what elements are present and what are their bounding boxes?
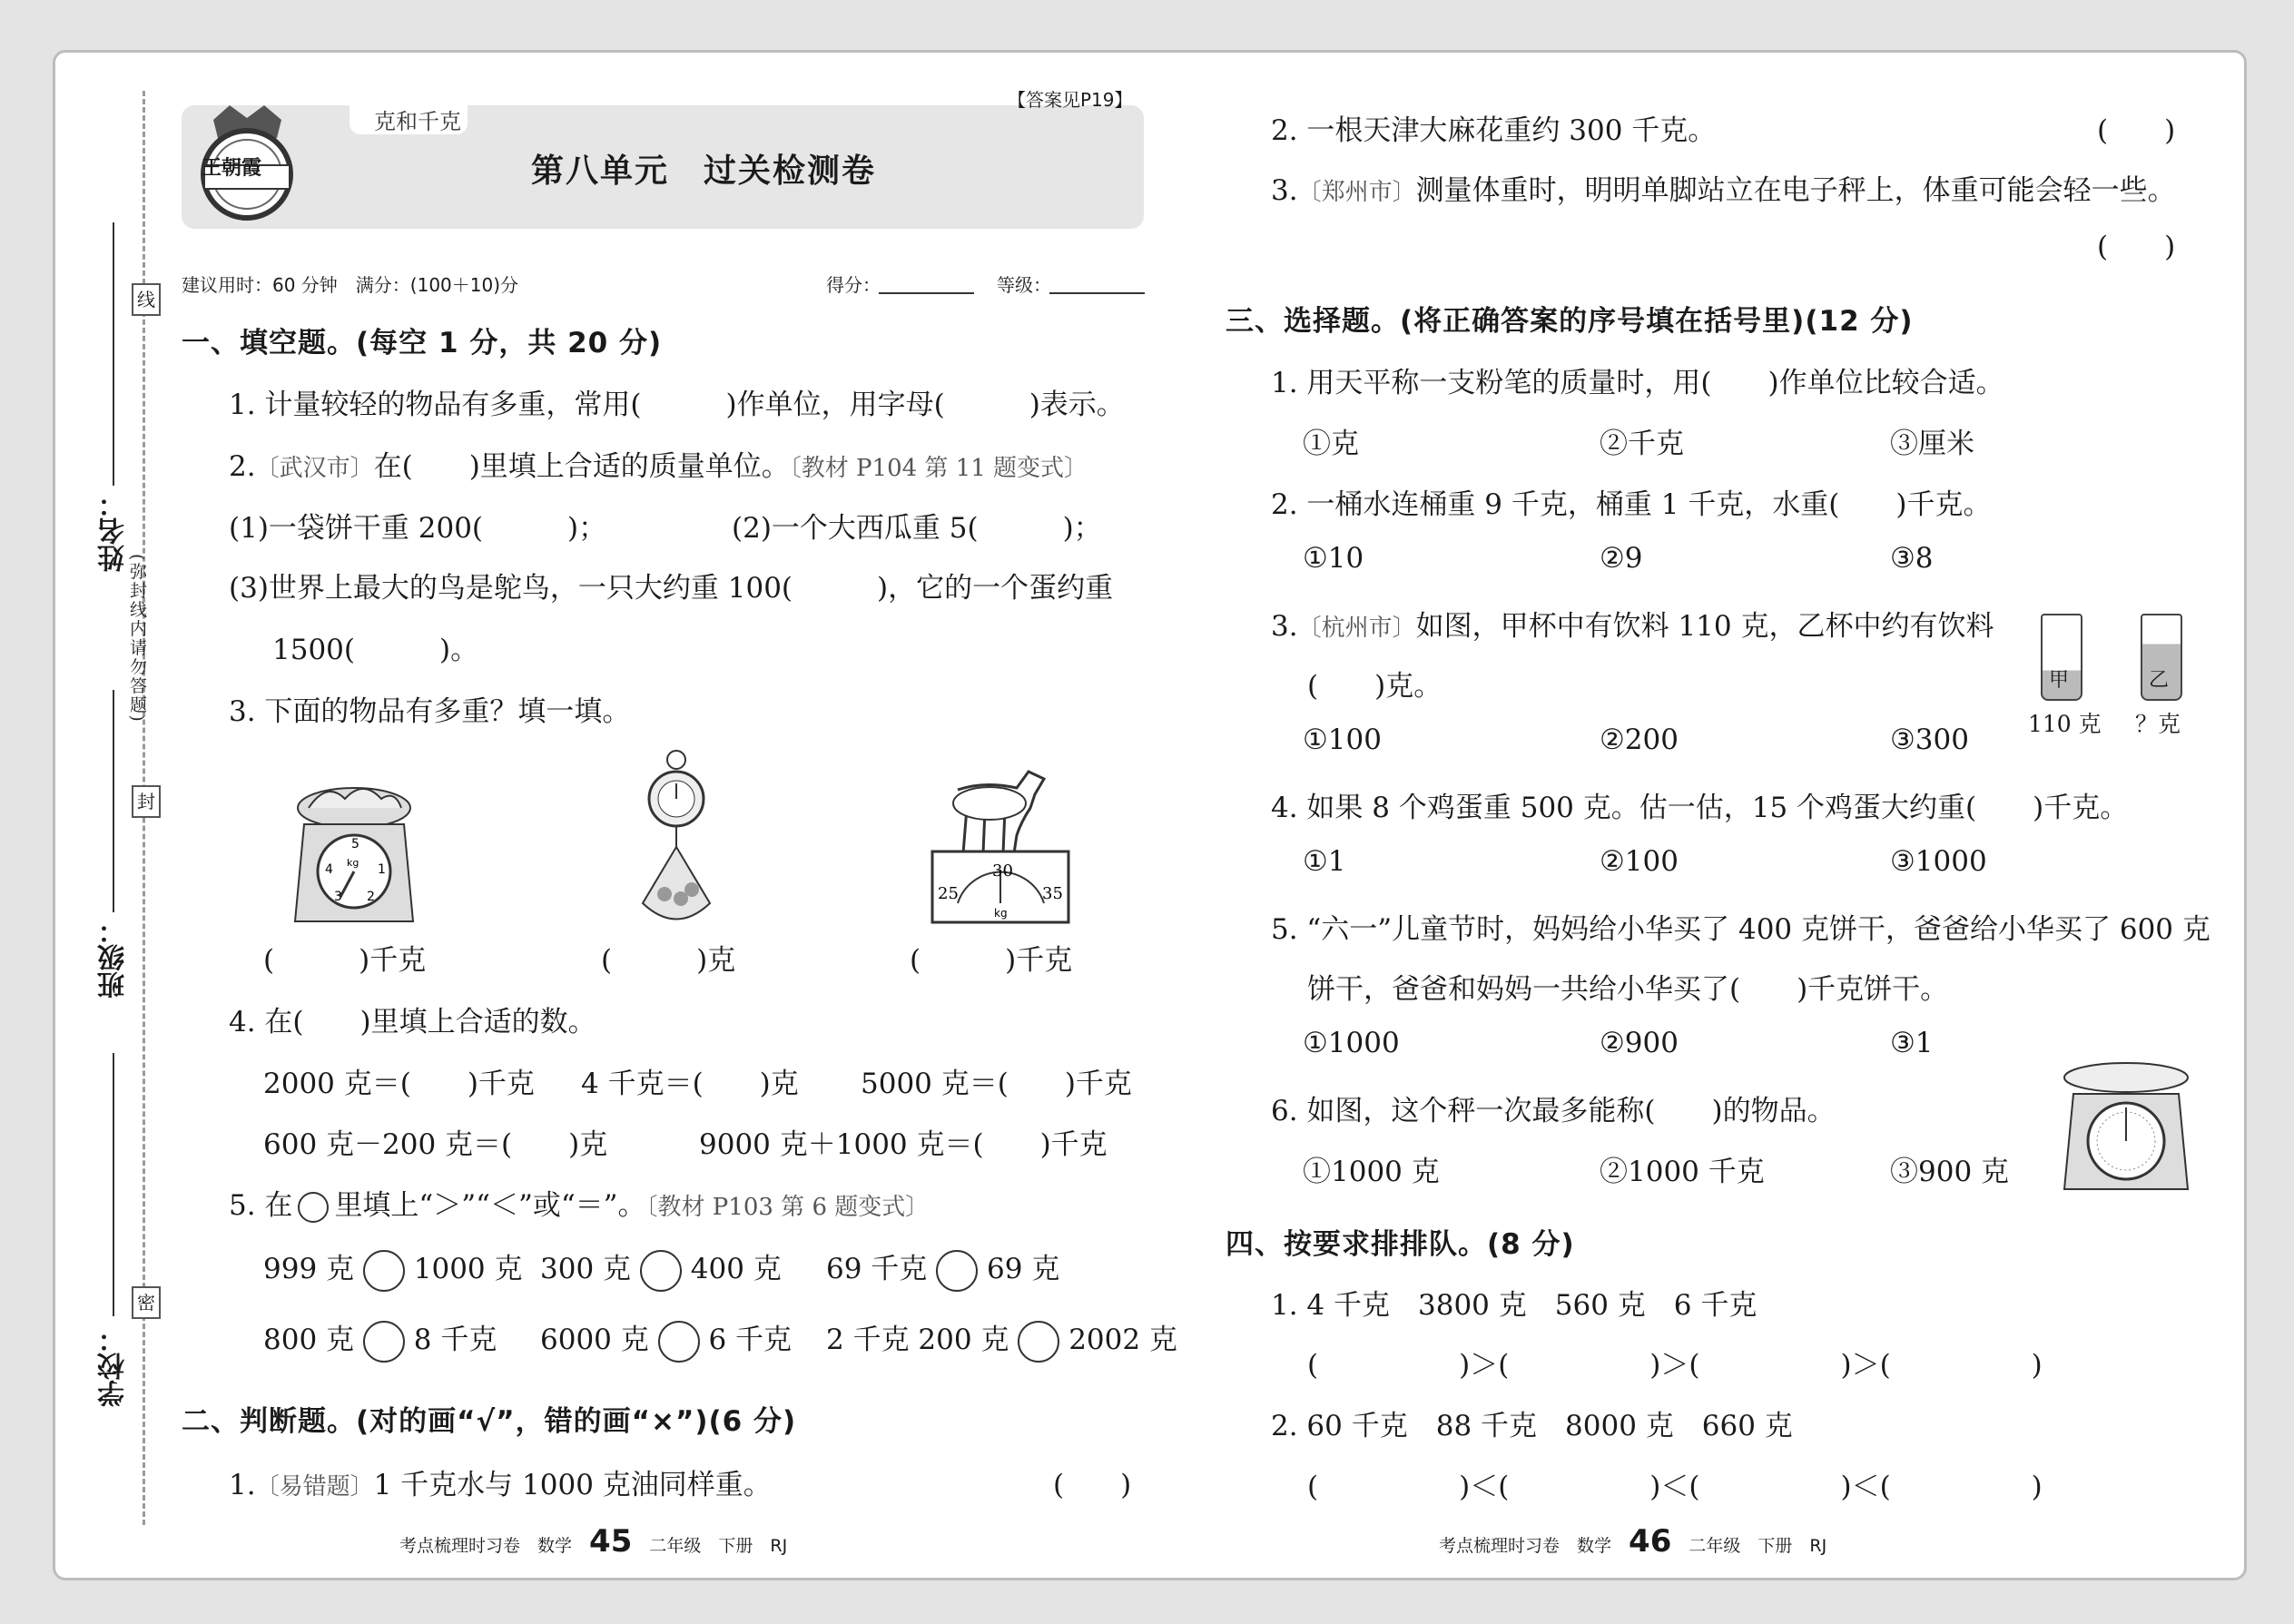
s3-q5: 5. “六一”儿童节时，妈妈给小华买了 400 克饼干，爸爸给小华买了 600 克 — [1271, 913, 2210, 946]
s3-q3-opt2: ②200 — [1600, 723, 1679, 756]
grade-label: 等级： — [997, 274, 1051, 296]
s3-q5-opt1: ①1000 — [1303, 1027, 1400, 1059]
scale3-30: 30 — [992, 861, 1013, 881]
cup-a-label: 110 克 — [2028, 711, 2102, 737]
compare-circle[interactable] — [936, 1250, 978, 1292]
section-1-heading: 一、填空题。(每空 1 分，共 20 分) — [182, 327, 663, 359]
s1-q2-2: (2)一个大西瓜重 5( )； — [732, 512, 1102, 545]
s2-q1-paren[interactable]: ( ) — [1053, 1469, 1132, 1501]
s3-q6-opt1: ①1000 克 — [1303, 1156, 1440, 1188]
goat-platform-scale — [930, 753, 1076, 926]
page-title: 第八单元 过关检测卷 — [531, 153, 877, 190]
suggested-time: 建议用时：60 分钟 满分：(100＋10)分 — [182, 274, 519, 296]
class-line — [113, 690, 114, 912]
s1-q4: 4. 在( )里填上合适的数。 — [229, 1006, 596, 1038]
compare-circle[interactable] — [640, 1250, 682, 1292]
section-4-heading: 四、按要求排排队。(8 分) — [1226, 1228, 1575, 1261]
s3-q3-opt3: ③300 — [1890, 723, 1969, 756]
page-number-left: 45 — [589, 1523, 633, 1560]
s3-q1-opt1: ①克 — [1303, 428, 1359, 460]
seal-xian: 线 — [132, 283, 161, 316]
s2-q3: 3.〔郑州市〕测量体重时，明明单脚站立在电子秤上，体重可能会轻一些。 — [1271, 174, 2176, 207]
s1-q5-r2a: 800 克 8 千克 — [263, 1316, 497, 1363]
scale1-label-b1: 3 — [334, 890, 342, 904]
footer-left: 考点梳理时习卷 数学 45 二年级 下册 RJ — [399, 1523, 788, 1560]
seal-mi: 密 — [132, 1286, 161, 1319]
s3-q3: 3.〔杭州市〕如图，甲杯中有饮料 110 克，乙杯中约有饮料 — [1271, 610, 1994, 643]
subject-tab: 克和千克 — [374, 109, 461, 134]
spring-scale — [635, 749, 717, 930]
s1-q1: 1. 计量较轻的物品有多重，常用( )作单位，用字母( )表示。 — [229, 389, 1125, 421]
seal-feng: 封 — [132, 785, 161, 818]
scale3-25: 25 — [938, 884, 959, 903]
s3-q4-opt2: ②100 — [1600, 845, 1679, 878]
s3-q1-opt2: ②千克 — [1600, 428, 1684, 460]
s3-q3-b: ( )克。 — [1307, 670, 1442, 703]
s3-q6: 6. 如图，这个秤一次最多能称( )的物品。 — [1271, 1095, 1836, 1127]
s3-q1-opt3: ③厘米 — [1890, 428, 1974, 460]
kitchen-scale-q6 — [2061, 1058, 2192, 1194]
s1-q5: 5. 在 里填上“＞”“＜”或“＝”。〔教材 P103 第 6 题变式〕 — [229, 1189, 930, 1222]
seal-note: (弥封线内请勿答题) — [127, 554, 147, 723]
s2-q3-paren[interactable]: ( ) — [2097, 231, 2176, 263]
s4-q1: 1. 4 千克 3800 克 560 克 6 千克 — [1271, 1289, 1757, 1322]
scale1-label-right: 1 — [378, 862, 386, 877]
logo-text: 王朝霞 — [202, 157, 262, 180]
page-number-right: 46 — [1629, 1523, 1672, 1560]
s1-q2-3: (3)世界上最大的鸟是鸵鸟，一只大约重 100( )，它的一个蛋约重 — [229, 572, 1114, 605]
scale3-35: 35 — [1042, 884, 1063, 903]
s2-q2-paren[interactable]: ( ) — [2097, 114, 2176, 147]
s3-q2: 2. 一桶水连桶重 9 千克，桶重 1 千克，水重( )千克。 — [1271, 488, 1992, 521]
score-blank[interactable] — [879, 292, 974, 294]
compare-circle[interactable] — [658, 1321, 700, 1363]
s3-q5-opt2: ②900 — [1600, 1027, 1679, 1059]
score-label: 得分： — [826, 274, 881, 296]
s3-q4-opt3: ③1000 — [1890, 845, 1987, 878]
s4-q1-blanks[interactable]: ( )＞( )＞( )＞( ) — [1307, 1349, 2043, 1382]
section-3-heading: 三、选择题。(将正确答案的序号填在括号里)(12 分) — [1226, 305, 1914, 338]
s3-q4: 4. 如果 8 个鸡蛋重 500 克。估一估，15 个鸡蛋大约重( )千克。 — [1271, 792, 2129, 824]
s3-q5-b: 饼干，爸爸和妈妈一共给小华买了( )千克饼干。 — [1307, 973, 1949, 1006]
s2-q2: 2. 一根天津大麻花重约 300 千克。 — [1271, 114, 1717, 147]
s1-q5-r1b: 300 克 400 克 — [540, 1245, 782, 1292]
kitchen-scale-bananas — [290, 772, 418, 926]
s1-q4-r1-a: 2000 克＝( )千克 — [263, 1068, 535, 1100]
s1-q4-r1-c: 5000 克＝( )千克 — [861, 1068, 1132, 1100]
cup-a-mark: 甲 — [2049, 669, 2070, 692]
s1-q2-3b: 1500( )。 — [272, 634, 479, 666]
s1-q4-r2-b: 9000 克＋1000 克＝( )千克 — [699, 1128, 1108, 1161]
s3-q6-opt2: ②1000 千克 — [1600, 1156, 1765, 1188]
compare-circle[interactable] — [363, 1250, 405, 1292]
compare-circle[interactable] — [363, 1321, 405, 1363]
scale1-label-top: 5 — [351, 837, 359, 851]
scale3-unit: kg — [994, 907, 1008, 920]
grade-blank[interactable] — [1049, 292, 1145, 294]
s1-q3: 3. 下面的物品有多重？填一填。 — [229, 695, 631, 728]
compare-circle-icon — [298, 1192, 329, 1223]
s1-q3-answer-c: ( )千克 — [910, 944, 1073, 977]
s1-q2-1: (1)一袋饼干重 200( )； — [229, 512, 607, 545]
name-line — [113, 222, 114, 486]
name-label: 姓名： — [98, 490, 130, 572]
s1-q3-answer-a: ( )千克 — [263, 944, 427, 977]
s1-q5-r2c: 2 千克 200 克 2002 克 — [826, 1316, 1177, 1363]
class-label: 班级： — [98, 917, 130, 999]
s4-q2-blanks[interactable]: ( )＜( )＜( )＜( ) — [1307, 1471, 2043, 1503]
school-label: 学校： — [98, 1325, 130, 1407]
answer-ref: 【答案见P19】 — [1008, 89, 1133, 111]
s3-q4-opt1: ①1 — [1303, 845, 1346, 878]
s3-q2-opt3: ③8 — [1890, 542, 1934, 575]
footer-right: 考点梳理时习卷 数学 46 二年级 下册 RJ — [1439, 1523, 1827, 1560]
s3-q1: 1. 用天平称一支粉笔的质量时，用( )作单位比较合适。 — [1271, 367, 2004, 399]
s1-q4-r1-b: 4 千克＝( )克 — [581, 1068, 799, 1100]
school-line — [113, 1053, 114, 1316]
s1-q2: 2.〔武汉市〕在( )里填上合适的质量单位。〔教材 P104 第 11 题变式〕 — [229, 450, 1088, 483]
s1-q5-r1c: 69 千克 69 克 — [826, 1245, 1059, 1292]
s3-q2-opt1: ①10 — [1303, 542, 1364, 575]
s2-q1: 1.〔易错题〕1 千克水与 1000 克油同样重。 — [229, 1469, 772, 1501]
s3-q2-opt2: ②9 — [1600, 542, 1643, 575]
s1-q4-r2-a: 600 克－200 克＝( )克 — [263, 1128, 608, 1161]
cup-b-mark: 乙 — [2149, 669, 2170, 692]
s1-q5-r2b: 6000 克 6 千克 — [540, 1316, 792, 1363]
scale1-label-left: 4 — [325, 862, 333, 877]
s3-q5-opt3: ③1 — [1890, 1027, 1934, 1059]
s1-q3-answer-b: ( )克 — [601, 944, 736, 977]
s1-q5-r1: 999 克 1000 克 — [263, 1245, 523, 1292]
scale1-label-b2: 2 — [367, 890, 375, 904]
section-2-heading: 二、判断题。(对的画“√”，错的画“×”)(6 分) — [182, 1405, 797, 1438]
scale1-unit: kg — [347, 857, 359, 869]
s4-q2: 2. 60 千克 88 千克 8000 克 660 克 — [1271, 1410, 1793, 1442]
compare-circle[interactable] — [1018, 1321, 1059, 1363]
s3-q3-opt1: ①100 — [1303, 723, 1382, 756]
cup-b-label: ？克 — [2135, 711, 2181, 737]
s3-q6-opt3: ③900 克 — [1890, 1156, 2010, 1188]
